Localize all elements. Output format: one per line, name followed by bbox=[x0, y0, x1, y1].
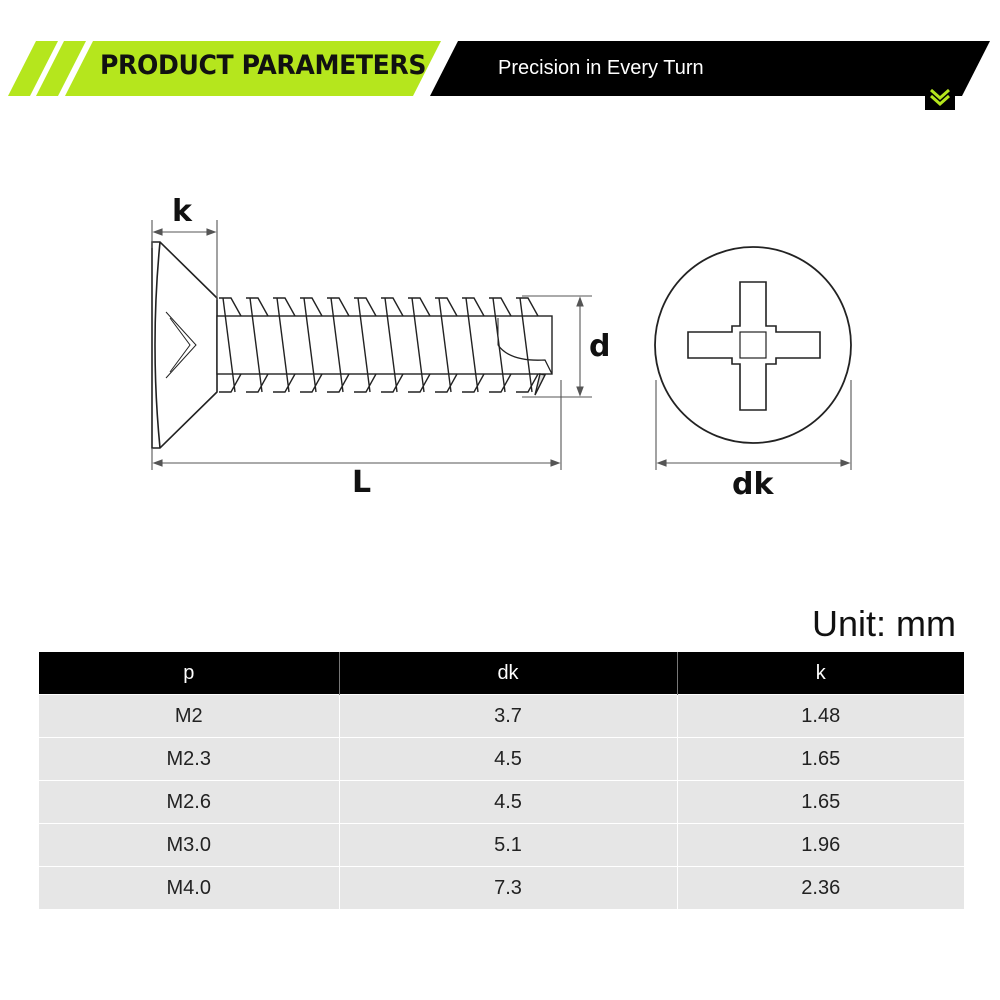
screw-head-side bbox=[152, 242, 217, 448]
cell-p: M2.6 bbox=[39, 781, 339, 824]
cell-k: 1.65 bbox=[677, 738, 964, 781]
cell-k: 1.48 bbox=[677, 695, 964, 738]
column-header-dk: dk bbox=[339, 652, 677, 695]
table-row bbox=[39, 781, 964, 824]
screw-shank-side bbox=[217, 298, 552, 395]
cell-k: 1.65 bbox=[677, 781, 964, 824]
dimension-k-label: k bbox=[172, 194, 192, 229]
cell-p: M3.0 bbox=[39, 824, 339, 867]
unit-label: Unit: mm bbox=[812, 603, 956, 644]
parameters-table bbox=[39, 652, 964, 909]
cell-dk: 5.1 bbox=[339, 824, 677, 867]
header-banner bbox=[0, 0, 1000, 110]
cell-p: M4.0 bbox=[39, 867, 339, 910]
cell-dk: 4.5 bbox=[339, 738, 677, 781]
column-header-k: k bbox=[677, 652, 964, 695]
table-row bbox=[39, 867, 964, 910]
screw-diagram bbox=[0, 180, 1000, 510]
chevron-down-icon bbox=[925, 82, 955, 110]
table-row bbox=[39, 824, 964, 867]
table-row bbox=[39, 695, 964, 738]
cell-dk: 3.7 bbox=[339, 695, 677, 738]
cell-k: 2.36 bbox=[677, 867, 964, 910]
table-header-row bbox=[39, 652, 964, 695]
cell-k: 1.96 bbox=[677, 824, 964, 867]
page-subtitle: Precision in Every Turn bbox=[498, 57, 704, 79]
page-title: PRODUCT PARAMETERS bbox=[100, 50, 427, 81]
cell-dk: 4.5 bbox=[339, 781, 677, 824]
cell-dk: 7.3 bbox=[339, 867, 677, 910]
dimension-d-label: d bbox=[589, 329, 611, 364]
table-row bbox=[39, 738, 964, 781]
dimension-dk-label: dk bbox=[732, 467, 774, 502]
cell-p: M2.3 bbox=[39, 738, 339, 781]
dimension-L-label: L bbox=[352, 465, 372, 500]
cell-p: M2 bbox=[39, 695, 339, 738]
screw-head-top bbox=[655, 247, 851, 443]
column-header-p: p bbox=[39, 652, 339, 695]
